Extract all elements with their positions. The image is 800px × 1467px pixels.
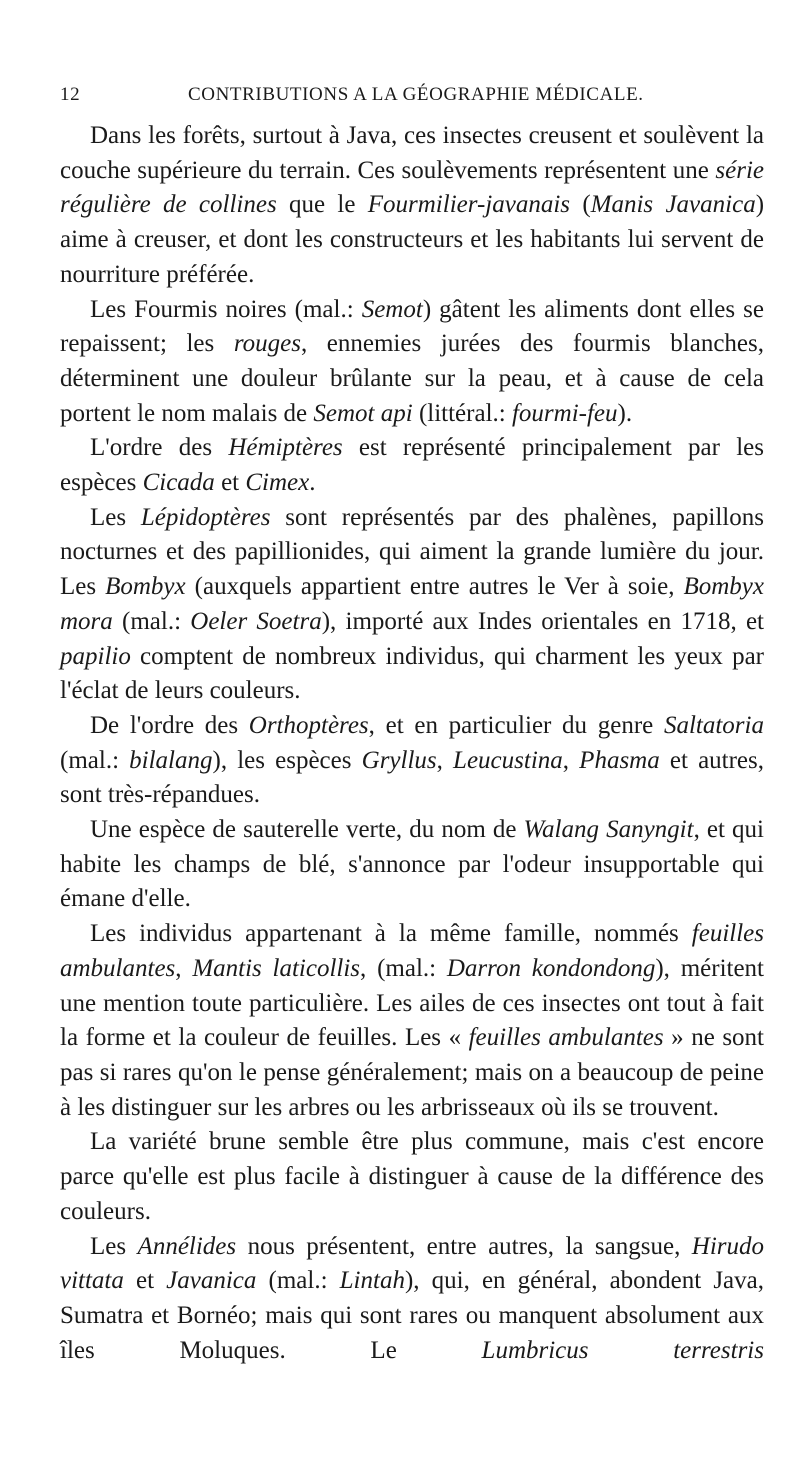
italic-run: Lumbricus terrestris xyxy=(481,1336,764,1364)
paragraph xyxy=(60,293,764,432)
text-run: , xyxy=(562,746,580,774)
paragraph xyxy=(60,501,764,709)
italic-run: Bombyx xyxy=(105,573,186,601)
text-run: , xyxy=(436,746,454,774)
italic-run: Fourmilier-javanais xyxy=(367,191,571,219)
text-run: Les xyxy=(90,503,141,531)
text-run: Les Fourmis noires (mal.: xyxy=(90,295,362,323)
text-run: Les xyxy=(90,1232,138,1260)
text-run: » ne sont pas si rares qu'on le pense généralement; mais on a beaucoup de peine à les distinguer sur les arbres ou les arbrisseaux où ils se trouvent. xyxy=(60,1024,764,1121)
text-run: (mal.: xyxy=(256,1267,340,1295)
italic-run: Hémiptères xyxy=(228,434,343,462)
italic-run: feuilles ambulantes xyxy=(60,920,764,982)
italic-run: Cimex xyxy=(245,469,310,497)
text-run: , et en particulier du genre xyxy=(368,711,664,739)
italic-run: Annélides xyxy=(137,1232,237,1260)
italic-run: série régulière de collines xyxy=(60,156,764,219)
italic-run: Javanica xyxy=(166,1267,257,1295)
text-run: , (mal.: xyxy=(360,954,447,982)
italic-run: Orthoptères xyxy=(248,711,369,739)
italic-run: rouges xyxy=(233,330,301,358)
text-run: comptent de nombreux individus, qui charment les yeux par l'éclat de leurs couleurs. xyxy=(60,642,764,705)
italic-run: Saltatoria xyxy=(663,711,764,739)
italic-run: Leucustina xyxy=(453,746,563,774)
text-run: et xyxy=(123,1267,167,1295)
paragraph xyxy=(60,1230,764,1369)
italic-run: Manis Javanica xyxy=(590,191,756,219)
italic-run: Oeler Soetra xyxy=(190,607,322,635)
paragraph xyxy=(60,709,764,813)
text-run: . xyxy=(309,469,316,497)
text-run: La variété brune semble être plus commune, mais c'est encore parce qu'elle est plus facile à distinguer à cause de la différence des couleurs. xyxy=(60,1128,764,1225)
text-run: L'ordre des xyxy=(90,434,229,462)
text-run: , et qui habite les champs de blé, s'annonce par l'odeur insupportable qui émane d'elle. xyxy=(60,816,764,913)
italic-run: Semot xyxy=(361,295,423,323)
italic-run: bilalang xyxy=(129,746,213,774)
running-header xyxy=(60,84,764,114)
text-run: ), importé aux Indes orientales en 1718, et xyxy=(321,607,764,635)
text-run: (auxquels appartient entre autres le Ver à soie, xyxy=(185,573,684,601)
paragraph xyxy=(60,813,764,917)
italic-run: feuilles ambulantes xyxy=(468,1024,664,1052)
text-run: ), qui, en général, abondent Java, Sumatra et Bornéo; mais qui sont rares ou manquent absolument aux îles Moluques. Le xyxy=(60,1267,765,1364)
italic-run: papilio xyxy=(60,642,131,670)
text-run: (littéral.: xyxy=(412,399,512,427)
paragraph xyxy=(60,1125,764,1229)
italic-run: fourmi-feu xyxy=(511,399,618,427)
italic-run: Lépidoptères xyxy=(140,503,271,531)
text-run: Dans les forêts, surtout à Java, ces insectes creusent et soulèvent la couche supérieure du terrain. Ces soulèvements représentent une xyxy=(60,122,764,184)
italic-run: Phasma xyxy=(579,746,660,774)
text-run: (mal.: xyxy=(112,607,191,635)
paragraph xyxy=(60,431,764,500)
italic-run: Semot api xyxy=(313,399,413,427)
paragraph xyxy=(60,119,764,293)
text-run: et autres, sont très-répandues. xyxy=(60,746,765,809)
text-run: que le xyxy=(276,191,368,219)
italic-run: Walang Sanyngit xyxy=(523,816,694,844)
text-run: , xyxy=(175,954,193,982)
text-run: Une espèce de sauterelle verte, du nom de xyxy=(90,816,524,844)
running-title: CONTRIBUTIONS A LA GÉOGRAPHIE MÉDICALE. xyxy=(188,84,644,105)
italic-run: Lintah xyxy=(339,1267,405,1295)
text-run: et xyxy=(214,469,246,497)
page-number: 12 xyxy=(60,84,81,105)
text-run: ), les espèces xyxy=(212,746,362,774)
text-run: sont représentés par des phalènes, papillons nocturnes et des papillionides, qui aiment la grande lumière du jour. Les xyxy=(60,503,764,601)
text-run: ), méritent une mention toute particulière. Les ailes de ces insectes ont tout à fait la forme et la couleur de feuilles. Les « xyxy=(60,954,764,1052)
text-run: Les individus appartenant à la même famille, nommés xyxy=(90,920,692,948)
text-run: ) gâtent les aliments dont elles se repaissent; les xyxy=(60,295,764,358)
text-run: ( xyxy=(570,191,591,219)
italic-run: Bombyx mora xyxy=(60,573,764,635)
text-run: (mal.: xyxy=(60,746,130,774)
italic-run: Mantis laticollis xyxy=(192,954,361,982)
italic-run: Gryllus xyxy=(361,746,437,774)
text-run: nous présentent, entre autres, la sangsue, xyxy=(236,1232,692,1260)
body-text xyxy=(60,119,764,1368)
text-run: De l'ordre des xyxy=(90,711,249,739)
text-run: ) aime à creuser, et dont les constructeurs et les habitants lui servent de nourriture préférée. xyxy=(60,191,765,288)
text-run: ). xyxy=(617,399,633,427)
text-run: est représenté principalement par les espèces xyxy=(60,434,764,497)
italic-run: Darron kondondong xyxy=(446,954,656,982)
italic-run: Hirudo vittata xyxy=(60,1232,764,1295)
text-run: , ennemies jurées des fourmis blanches, déterminent une douleur brûlante sur la peau, et à cause de cela portent le nom malais de xyxy=(60,330,764,427)
italic-run: Cicada xyxy=(142,469,215,497)
paragraph xyxy=(60,917,764,1125)
